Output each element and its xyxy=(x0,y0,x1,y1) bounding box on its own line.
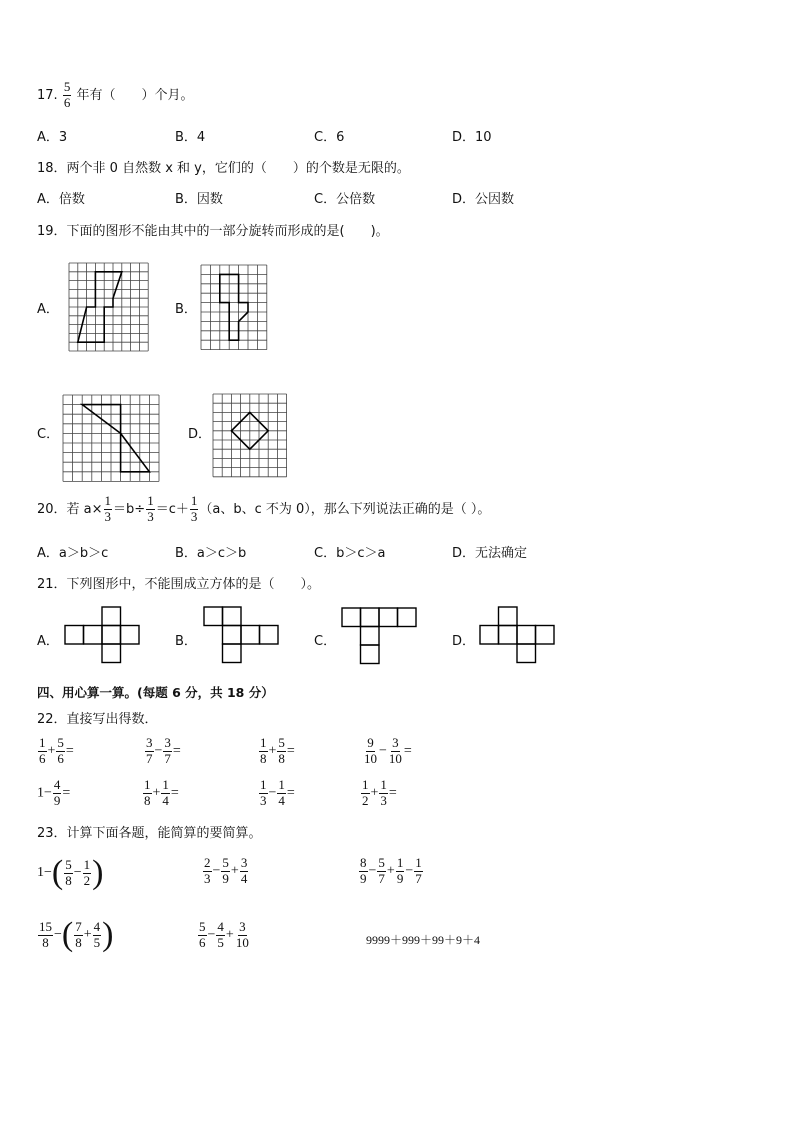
expression-1 xyxy=(37,856,103,890)
paren-close: ) xyxy=(92,854,104,891)
fraction: $\frac{4}{5}$ xyxy=(217,919,224,950)
operator: + xyxy=(230,863,239,879)
operator: − xyxy=(368,863,377,879)
option-c: C．公倍数 xyxy=(314,192,376,207)
option-c: C．b＞c＞a xyxy=(314,546,386,561)
option-label-a: A． xyxy=(37,634,59,649)
figure-outline xyxy=(220,274,248,340)
fraction: $\frac{5}{8}$ xyxy=(278,735,285,766)
net-square xyxy=(517,626,536,645)
operator: − xyxy=(379,743,387,759)
net-square xyxy=(536,626,555,645)
option-c: C．6 xyxy=(314,130,345,145)
equals-sign: = xyxy=(286,785,295,801)
option-label-d: D． xyxy=(188,427,212,442)
expression-3 xyxy=(358,856,424,887)
operator: − xyxy=(212,863,221,879)
fraction: $\frac{1}{4}$ xyxy=(278,777,285,808)
expression-6: 9999＋999＋99＋9＋4 xyxy=(366,933,481,947)
cube-net-a xyxy=(64,606,144,666)
equals-sign: = xyxy=(172,743,181,759)
question-17 xyxy=(37,80,193,111)
net-square xyxy=(102,644,121,663)
fraction: $\frac{1}{3}$ xyxy=(147,493,154,524)
operator: − xyxy=(73,865,82,881)
fraction: $\frac{3}{7}$ xyxy=(146,735,153,766)
net-square xyxy=(342,608,361,627)
fraction: $\frac{1}{6}$ xyxy=(39,735,46,766)
equals-sign: = xyxy=(403,743,412,759)
equals-sign: = xyxy=(286,743,295,759)
net-square xyxy=(499,607,518,626)
option-d: D．公因数 xyxy=(452,192,515,207)
equals-sign: = xyxy=(62,785,71,801)
question-text: （a、b、c 不为 0），那么下列说法正确的是（ ）。 xyxy=(199,501,491,517)
fraction: $\frac{1}{8}$ xyxy=(260,735,267,766)
option-label-a: A． xyxy=(37,302,59,317)
fraction: $\frac{3}{10}$ xyxy=(235,919,249,950)
equals-sign: = xyxy=(170,785,179,801)
fraction: $\frac{5}{7}$ xyxy=(378,855,385,886)
question-number: 17. xyxy=(37,87,58,103)
fraction: $\frac{5}{6}$ xyxy=(199,919,206,950)
expression-text: 1− xyxy=(37,865,52,881)
option-b: B．因数 xyxy=(175,192,223,207)
question-text: 年有（ ）个月。 xyxy=(76,87,194,103)
fraction: $\frac{8}{9}$ xyxy=(360,855,367,886)
net-square xyxy=(517,644,536,663)
net-square xyxy=(84,626,103,645)
fraction: $\frac{1}{3}$ xyxy=(190,493,198,524)
operator: − xyxy=(405,863,414,879)
operator: + xyxy=(225,927,234,943)
operator: − xyxy=(54,927,62,943)
operator: + xyxy=(47,743,56,759)
question-text: ＝b÷ xyxy=(113,501,146,517)
fraction: $\frac{1}{8}$ xyxy=(144,777,151,808)
net-square xyxy=(223,607,242,626)
fraction: $\frac{1}{2}$ xyxy=(83,856,91,888)
net-square xyxy=(260,626,279,645)
grid-figure-a xyxy=(68,262,150,352)
fraction: $\frac{7}{8}$ xyxy=(75,918,82,950)
fraction: $\frac{9}{10}$ xyxy=(364,735,377,766)
question-18: 18．两个非 0 自然数 x 和 y，它们的（ ）的个数是无限的。 xyxy=(37,161,410,176)
net-square xyxy=(361,627,380,646)
net-square xyxy=(480,626,499,645)
net-square xyxy=(102,607,121,626)
fraction: $\frac{5}{9}$ xyxy=(222,855,229,886)
mental-math-item xyxy=(258,736,295,767)
fraction: $\frac{3}{4}$ xyxy=(240,855,248,886)
fraction: $\frac{1}{3}$ xyxy=(104,493,112,524)
section-title: 四、用心算一算。(每题 6 分，共 18 分） xyxy=(37,685,274,700)
fraction: $\frac{5}{6}$ xyxy=(57,735,64,766)
paren-open: ( xyxy=(51,854,64,891)
option-label-c: C． xyxy=(314,634,337,649)
fraction: $\frac{5}{6}$ xyxy=(63,79,71,110)
question-text: ＝c＋ xyxy=(155,501,189,517)
equals-sign: = xyxy=(65,743,74,759)
fraction: $\frac{3}{7}$ xyxy=(164,735,171,766)
option-a: A．倍数 xyxy=(37,192,85,207)
mental-math-item xyxy=(144,736,181,767)
mental-math-item xyxy=(362,736,412,767)
net-square xyxy=(223,644,242,663)
net-square xyxy=(204,607,223,626)
fraction: $\frac{3}{10}$ xyxy=(388,735,402,766)
equals-sign: = xyxy=(388,785,397,801)
expression-text: 1− xyxy=(37,785,52,801)
question-20 xyxy=(37,494,490,525)
net-square xyxy=(379,608,398,627)
fraction: $\frac{1}{3}$ xyxy=(260,777,267,808)
cube-net-b xyxy=(203,606,283,666)
fraction: $\frac{4}{9}$ xyxy=(53,777,61,808)
net-square xyxy=(499,626,518,645)
option-a: A．3 xyxy=(37,130,68,145)
net-square xyxy=(121,626,140,645)
fraction: $\frac{5}{8}$ xyxy=(65,856,72,888)
expression-5 xyxy=(197,920,251,951)
mental-math-item xyxy=(258,778,295,809)
mental-math-item xyxy=(37,778,70,809)
operator: − xyxy=(207,927,216,943)
operator: + xyxy=(268,743,277,759)
net-square xyxy=(65,626,84,645)
question-23: 23．计算下面各题，能简算的要简算。 xyxy=(37,826,262,841)
fraction: $\frac{1}{9}$ xyxy=(396,855,404,886)
option-label-b: B． xyxy=(175,634,197,649)
expression-2 xyxy=(202,856,249,887)
question-text: 20．若 a× xyxy=(37,501,103,517)
operator: + xyxy=(152,785,161,801)
operator: + xyxy=(386,863,395,879)
net-square xyxy=(398,608,417,627)
paren-close: ) xyxy=(102,916,114,953)
expression-4 xyxy=(37,918,113,952)
fraction: $\frac{2}{3}$ xyxy=(204,855,211,886)
option-label-b: B． xyxy=(175,302,197,317)
net-square xyxy=(223,626,242,645)
option-d: D．10 xyxy=(452,130,492,145)
question-22: 22．直接写出得数． xyxy=(37,712,158,727)
figure-outline xyxy=(82,405,149,472)
net-square xyxy=(361,645,380,664)
net-square xyxy=(102,626,121,645)
grid-figure-c xyxy=(62,394,162,482)
option-label-d: D． xyxy=(452,634,476,649)
cube-net-d xyxy=(479,606,559,666)
operator: − xyxy=(154,743,163,759)
grid-figure-b xyxy=(200,264,268,352)
fraction: $\frac{1}{7}$ xyxy=(415,855,422,886)
mental-math-item xyxy=(37,736,74,767)
fraction: $\frac{15}{8}$ xyxy=(39,918,52,950)
fraction: $\frac{1}{4}$ xyxy=(162,777,169,808)
net-square xyxy=(241,626,260,645)
paren-open: ( xyxy=(61,916,74,953)
option-d: D．无法确定 xyxy=(452,546,528,561)
question-21: 21．下列图形中，不能围成立方体的是（ ）。 xyxy=(37,577,321,592)
option-a: A．a＞b＞c xyxy=(37,546,109,561)
option-label-c: C． xyxy=(37,427,60,442)
question-19: 19．下面的图形不能由其中的一部分旋转而形成的是( )。 xyxy=(37,224,389,239)
option-b: B．4 xyxy=(175,130,206,145)
option-b: B．a＞c＞b xyxy=(175,546,247,561)
fraction: $\frac{4}{5}$ xyxy=(93,918,101,950)
fraction: $\frac{1}{3}$ xyxy=(380,777,387,808)
mental-math-item xyxy=(142,778,179,809)
operator: − xyxy=(268,785,277,801)
mental-math-item xyxy=(360,778,397,809)
net-square xyxy=(361,608,380,627)
fraction: $\frac{1}{2}$ xyxy=(362,777,369,808)
cube-net-c xyxy=(341,607,421,667)
operator: + xyxy=(83,927,92,943)
operator: + xyxy=(370,785,379,801)
grid-figure-d xyxy=(212,393,288,481)
